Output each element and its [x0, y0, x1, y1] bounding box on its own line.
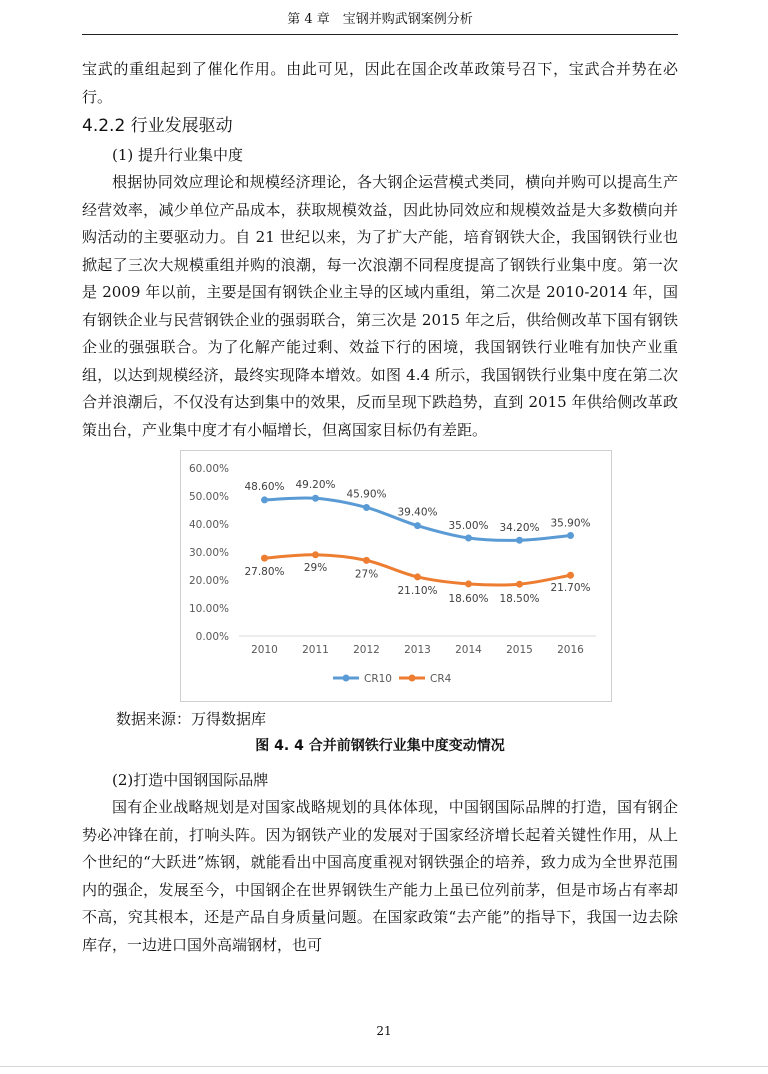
x-tick-label: 2015 [506, 644, 533, 656]
y-tick-label: 20.00% [188, 575, 229, 587]
data-label: 21.10% [397, 584, 438, 597]
y-tick-label: 30.00% [188, 547, 229, 559]
data-label: 48.60% [244, 480, 285, 493]
data-point [567, 572, 574, 579]
line-chart [181, 451, 611, 701]
data-label: 34.20% [499, 522, 540, 535]
data-source-note: 数据来源：万得数据库 [116, 710, 267, 728]
series-cr4 [244, 551, 590, 605]
data-point [312, 551, 319, 558]
x-tick-label: 2011 [302, 644, 329, 656]
data-point [567, 532, 574, 539]
x-tick-label: 2012 [353, 644, 380, 656]
x-tick-label: 2014 [455, 644, 482, 656]
chart-legend [333, 673, 452, 685]
concentration-chart [180, 450, 612, 702]
subsection-heading-2: (2)打造中国钢国际品牌 [112, 771, 269, 789]
data-point [261, 555, 268, 562]
y-tick-label: 40.00% [188, 519, 229, 531]
y-tick-label: 10.00% [188, 603, 229, 615]
y-tick-label: 60.00% [188, 463, 229, 475]
page-bottom-border [0, 1066, 768, 1067]
data-point [465, 580, 472, 587]
chapter-title: 第 4 章 宝钢并购武钢案例分析 [287, 12, 473, 27]
x-axis [251, 644, 584, 656]
subsection-heading-1: (1) 提升行业集中度 [112, 146, 244, 164]
series-cr10 [244, 479, 590, 544]
data-label: 27% [354, 568, 379, 581]
legend-label-cr10: CR10 [364, 673, 392, 685]
data-label: 49.20% [295, 479, 336, 492]
data-point [414, 522, 421, 529]
data-point [261, 496, 268, 503]
figure-caption: 图 4. 4 合并前钢铁行业集中度变动情况 [255, 738, 505, 754]
y-tick-label: 0.00% [195, 631, 229, 643]
legend-marker-cr10 [343, 675, 350, 682]
paragraph-concentration: 根据协同效应理论和规模经济理论，各大钢企运营模式类同，横向并购可以提高生产经营效率，减少单位产品成本，获取规模效益，因此协同效应和规模效益是大多数横向并购活动的主要驱动力。自 21 世纪以来，为了扩大产能，培育钢铁大企，我国钢铁行业也掀起了三次大规模重组并购的浪潮，每一次浪潮不同程度提高了钢铁行业集中度。第一次是 2009 年以前，主要是国有钢铁企业主导的区域内重组，第二次是 2010-2014 年，国有钢铁企业与民营钢铁企业的强弱联合，第三次是 2015 年之后，供给侧改革下国有钢铁企业的强强联合。为了化解产能过剩、效益下行的困境，我国钢铁行业唯有加快产业重组，以达到规模经济，最终实现降本增效。如图 4.4 所示，我国钢铁行业集中度在第二次合并浪潮后，不仅没有达到集中的效果，反而呈现下跌趋势，直到 2015 年供给侧改革政策出台，产业集中度才有小幅增长，但离国家目标仍有差距。 [82, 173, 678, 439]
data-label: 35.90% [550, 517, 591, 530]
paragraph-brand: 国有企业战略规划是对国家战略规划的具体体现，中国钢国际品牌的打造，国有钢企势必冲锋在前，打响头阵。因为钢铁产业的发展对于国家经济增长起着关键性作用，从上个世纪的“大跃进”炼钢，就能看出中国高度重视对钢铁强企的培养，致力成为全世界范围内的强企，发展至今，中国钢企在世界钢铁生产能力上虽已位列前茅，但是市场占有率却不高，究其根本，还是产品自身质量问题。在国家政策“去产能”的指导下，我国一边去除库存，一边进口国外高端钢材，也可 [82, 798, 678, 954]
paragraph-intro: 宝武的重组起到了催化作用。由此可见，因此在国企改革政策号召下，宝武合并势在必行。 [82, 60, 678, 106]
data-point [465, 535, 472, 542]
data-label: 18.60% [448, 592, 489, 605]
data-label: 18.50% [499, 593, 540, 606]
legend-label-cr4: CR4 [430, 673, 452, 685]
data-label: 45.90% [346, 488, 387, 501]
series-layer [244, 479, 590, 605]
page-body [82, 56, 678, 959]
page-header [82, 8, 678, 35]
data-point [516, 537, 523, 544]
section-heading: 4.2.2 行业发展驱动 [82, 116, 233, 136]
data-label: 29% [303, 561, 328, 574]
y-tick-label: 50.00% [188, 491, 229, 503]
legend-marker-cr4 [409, 675, 416, 682]
x-tick-label: 2013 [404, 644, 431, 656]
data-point [414, 573, 421, 580]
page-number: 21 [376, 1024, 392, 1038]
data-point [516, 581, 523, 588]
data-label: 39.40% [397, 506, 438, 519]
data-label: 27.80% [244, 566, 285, 579]
x-tick-label: 2016 [557, 644, 584, 656]
data-point [363, 557, 370, 564]
data-point [363, 504, 370, 511]
data-label: 21.70% [550, 582, 591, 595]
data-point [312, 495, 319, 502]
x-tick-label: 2010 [251, 644, 278, 656]
data-label: 35.00% [448, 520, 489, 532]
